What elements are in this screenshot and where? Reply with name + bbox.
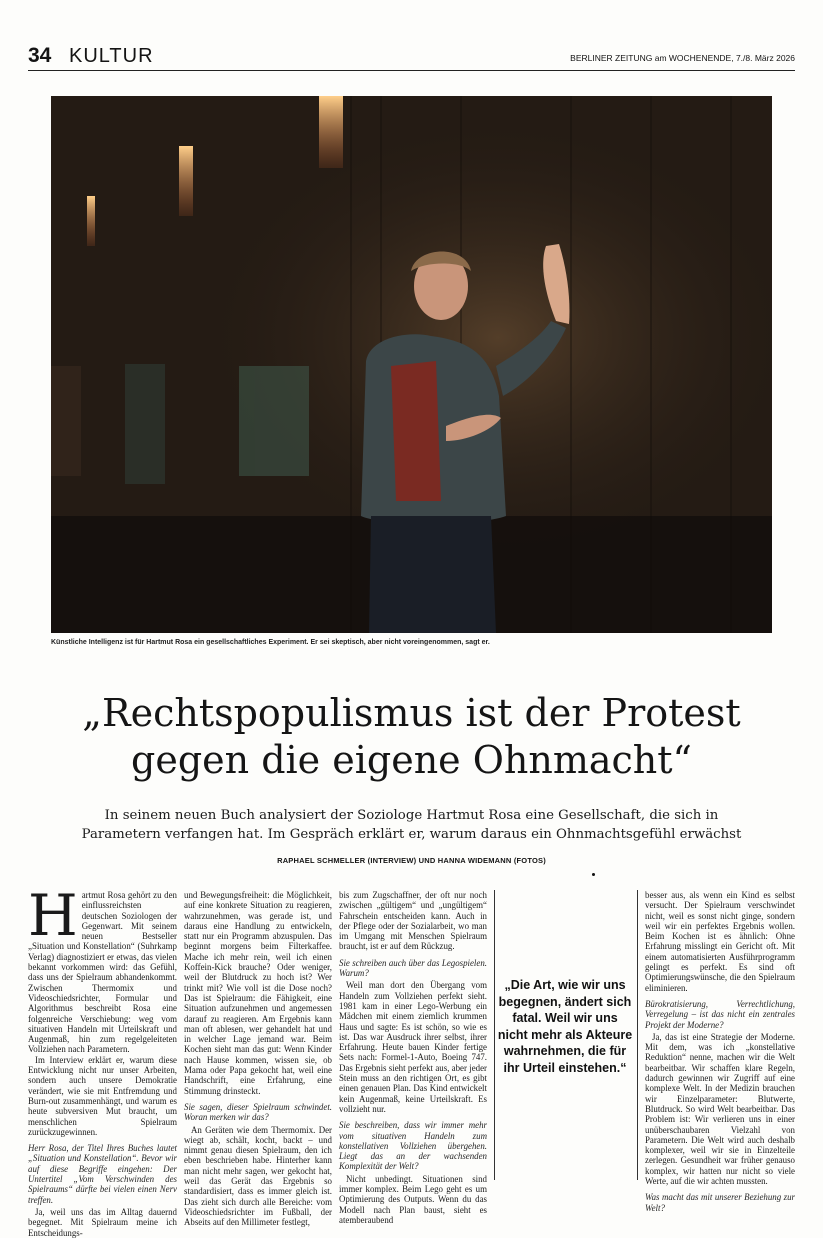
article-headline [40,690,783,784]
interview-question: Was macht das mit unserer Beziehung zur Welt? [645,1192,795,1213]
page-header [28,44,795,71]
text-column-5 [645,890,795,1215]
dropcap: H [28,883,78,949]
pullquote-rule-left [494,890,495,1180]
paper-dateline: BERLINER ZEITUNG am WOCHENENDE, 7./8. März 2026 [570,53,795,63]
author-credit: RAPHAEL SCHMELLER (INTERVIEW) UND HANNA WIDEMANN (FOTOS) [277,856,546,865]
paragraph: Weil man dort den Übergang vom Handeln zum Vollziehen perfekt sieht. 1981 kam in einer Lego-Werbung ein Mädchen mit einem ziemlich krummen Haus und sagte: Es ist schön, so wie es ist. Das war Ausdruck ihrer selbst, ihrer Erfahrung. Heute bauen Kinder fertige Sets nach: Formel-1-Auto, Boeing 747. Das Ergebnis sieht perfekt aus, aber jeder Stein muss an den richtigen Ort, es gibt einen genauen Plan. Das Kind entwickelt kein Augenmaß, keine Urteilskraft. Es vollzieht nur. [339,980,487,1114]
text-column-3 [339,890,487,1225]
paragraph: An Geräten wie dem Thermomix. Der wiegt ab, schält, kocht, backt – und nimmt genau diesen Spielraum, den ich eben beschrieben habe. Hinterher kann man nicht mehr sagen, wer gekocht hat, weil das Gerät das Ergebnis so standardisiert, dass es immer gleich ist. Das zieht sich durch alle Bereiche: vom Videoschiedsrichter im Fußball, der Abseits auf den Millimeter festlegt, [184,1124,332,1228]
article-photo [51,96,772,633]
paragraph: besser aus, als wenn ein Kind es selbst versucht. Der Spielraum verschwindet nicht, weil es sonst nicht ginge, sondern weil wir ein perfektes Ergebnis wollen. Beim Kochen ist es ähnlich: Ohne Erfahrung misslingt ein Gericht oft. Mit einem automatisierten Ausführprogramm gelingt es perfekt. Es sind oft Optimierungswünsche, die den Spielraum eliminieren. [645,890,795,993]
interview-question: Sie beschreiben, dass wir immer mehr vom situativen Handeln zum konstellativen Vollziehen übergehen. Liegt das an der wachsenden Komplexität der Welt? [339,1120,487,1172]
paragraph: artmut Rosa gehört zu den einflussreichsten deutschen Soziologen der Gegenwart. Mit seinem neuen Bestseller „Situation und Konstellation“ (Suhrkamp Verlag) diagnostiziert er etwas, das vielen bekannt vorkommen wird: das Gefühl, dass uns der Spielraum abhandenkommt. Zwischen Thermomix und Videoschiedsrichter, Formular und Algorithmus beschreibt Rosa eine folgenreiche Verschiebung: weg vom situativen Handeln mit Urteilskraft und Augenmaß, hin zum regelgeleiteten Vollziehen nach Parametern. [28,890,177,1055]
section-title: KULTUR [69,45,154,67]
headline-line: gegen die eigene Ohnmacht“ [131,738,692,782]
page-number: 34 [28,44,52,67]
interview-question: Sie sagen, dieser Spielraum schwindet. Woran merken wir das? [184,1101,332,1123]
photo-caption: Künstliche Intelligenz ist für Hartmut Rosa ein gesellschaftliches Experiment. Er sei skeptisch, aber nicht voreingenommen, sagt er. [51,639,490,646]
interview-question: Herr Rosa, der Titel Ihres Buches lautet „Situation und Konstellation“. Bevor wir auf diese Begriffe eingehen: Der Untertitel „Vom Verschwinden des Spielraums“ dürfte bei vielen einen Nerv treffen. [28,1143,177,1205]
pull-quote: „Die Art, wie wir uns begegnen, ändert sich fatal. Weil wir uns nicht mehr als Akteure wahrnehmen, die für ihr Urteil einstehen.“ [497,978,633,1075]
ornament-dot [592,873,595,876]
article-lead: In seinem neuen Buch analysiert der Soziologe Hartmut Rosa eine Gesellschaft, die sich in Parametern verfangen hat. Im Gespräch erklärt er, warum daraus ein Ohnmachtsgefühl erwächst [81,808,742,842]
wall-lamp [87,196,95,246]
paragraph: bis zum Zugschaffner, der oft nur noch zwischen „gültigem“ und „ungültigem“ Fahrschein entscheiden kann. Auch in der Pflege oder der Sozialarbeit, wo man im Umgang mit Menschen Spielraum braucht, ist er auf dem Rückzug. [339,890,487,952]
text-column-1 [28,883,177,1238]
paragraph: Nicht unbedingt. Situationen sind immer komplex. Beim Lego geht es um Optimierung des Outputs. Wenn du das Modell nach Plan baust, sieht es atemberaubend [339,1173,487,1225]
paragraph: und Bewegungsfreiheit: die Möglichkeit, auf eine konkrete Situation zu reagieren, wahrzunehmen, was gerade ist, und daraus eine Handlung zu entwickeln, statt nur ein Programm abzuspulen. Das beginnt morgens beim Filterkaffee. Mache ich mehr rein, weil ich einen Koffein-Kick brauche? Oder weniger, weil der Blutdruck zu hoch ist? Wer trinkt mit? Wie voll ist die Dose noch? Das ist Spielraum: die Fähigkeit, eine Situation aufzunehmen und angemessen darauf zu reagieren. Am Ergebnis kann man oft ablesen, wer gehandelt hat und in welcher Lage jemand war. Beim Kochen sieht man das gut: Wenn Kinder nach Hause kommen, wissen sie, ob Mama oder Papa gekocht hat, weil eine Handschrift, eine Erfahrung, eine Stimmung drinsteckt. [184,890,332,1096]
interview-question: Bürokratisierung, Verrechtlichung, Verregelung – ist das nicht ein zentrales Projekt der Moderne? [645,998,795,1030]
paragraph: Ja, das ist eine Strategie der Moderne. Mit dem, was ich „konstellative Reduktion“ nenne, machen wir die Welt bearbeitbar. Wir schaffen klare Regeln, dadurch gewinnen wir Zugriff auf eine komplexe Welt. In der Medizin brauchen wir Einzelparameter: Blutwerte, Blutdruck. So wird Welt bearbeitbar. Das Problem ist: Wir verlieren uns in einer unüberschaubaren Vielzahl von Parametern. Die Welt wird auch deshalb komplexer, weil wir sie in Einzelteile zerlegen. Gesundheit war früher genauso komplex, wir hatten nur nicht so viele Werte, auf die wir achten mussten. [645,1031,795,1187]
paragraph: Im Interview erklärt er, warum diese Entwicklung nicht nur unser Arbeiten, sondern auch unsere Demokratie verändert, wie sie mit Entfremdung und Burn-out zusammenhängt, und warum es heute subversiven Mut braucht, um menschlichen Spielraum zurückzugewinnen. [28,1054,177,1137]
paragraph: Ja, weil uns das im Alltag dauernd begegnet. Mit Spielraum meine ich Entscheidungs- [28,1206,177,1238]
headline-line: „Rechtspopulismus ist der Protest [82,691,741,735]
pullquote-rule-right [637,890,638,1180]
interview-question: Sie schreiben auch über das Legospielen. Warum? [339,957,487,979]
text-column-2 [184,890,332,1228]
wall-lamp [179,146,193,216]
wall-lamp [319,96,343,168]
